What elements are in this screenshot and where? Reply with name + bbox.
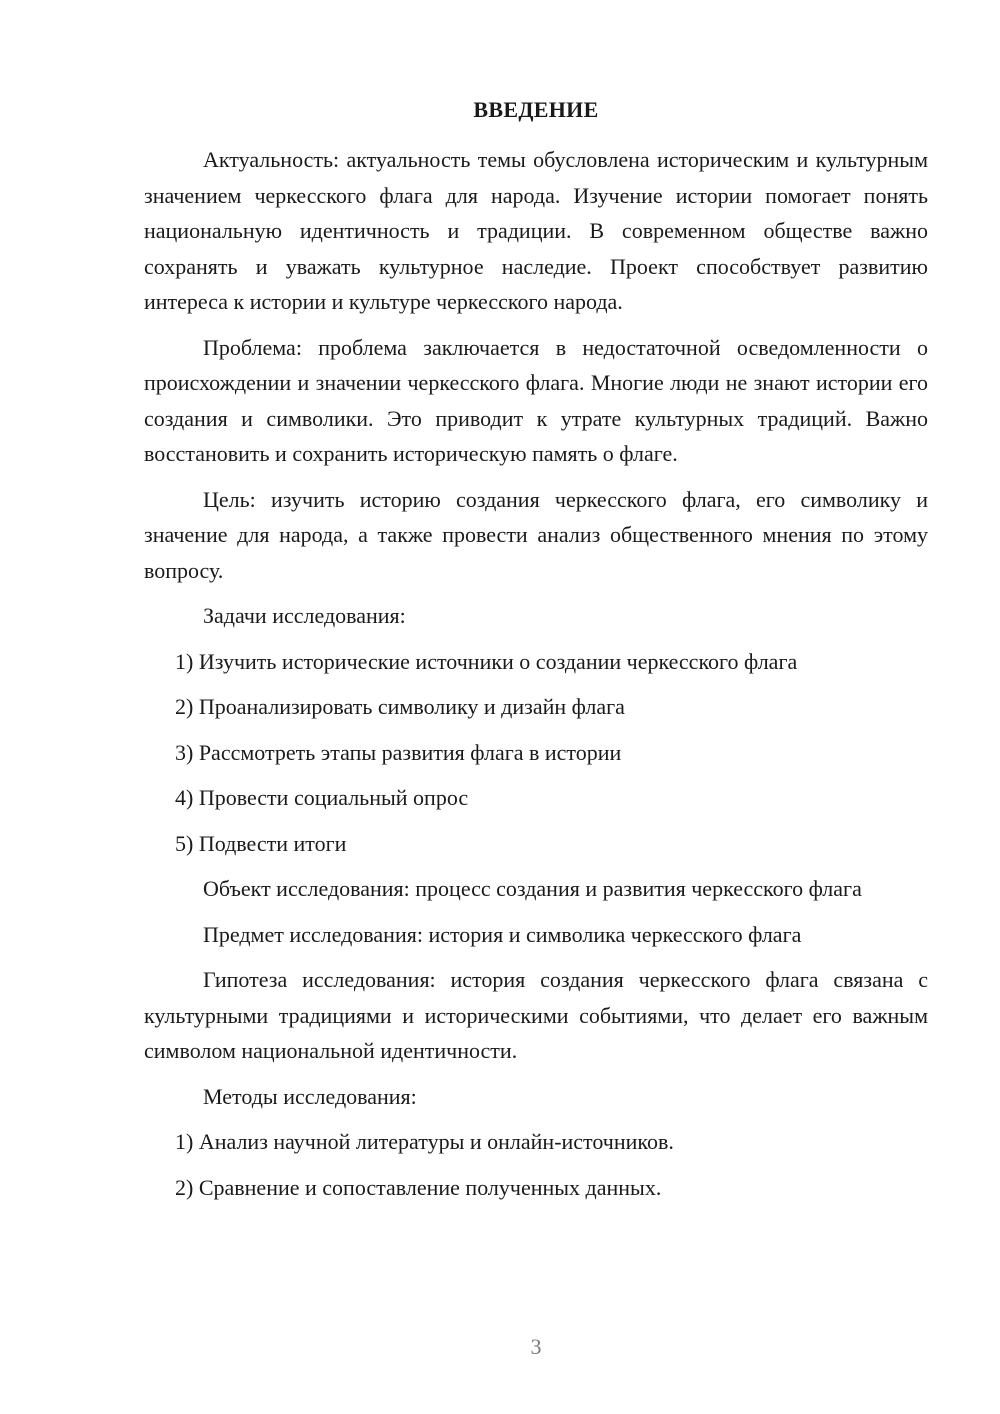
list-item-task-3: 3) Рассмотреть этапы развития флага в истории [175,739,622,765]
page-title: ВВЕДЕНИЕ [473,97,599,122]
tasks-heading: Задачи исследования: [203,603,406,628]
methods-list [144,1124,928,1205]
paragraph-subject: Предмет исследования: история и символика черкесского флага [203,921,802,947]
methods-heading: Методы исследования: [203,1083,417,1109]
list-item-task-4: 4) Провести социальный опрос [175,785,469,810]
list-item-task-5: 5) Подвести итоги [175,830,347,856]
paragraph-object: Объект исследования: процесс создания и развития черкесского флага [203,876,862,901]
list-item-task-1: 1) Изучить исторические источники о создании черкесского флага [175,648,798,674]
list-item-method-1: 1) Анализ научной литературы и онлайн-источников. [175,1129,674,1154]
list-item-task-2: 2) Проанализировать символику и дизайн флага [175,694,625,719]
page-number: 3 [530,1334,542,1359]
paragraph-relevance: Актуальность: актуальность темы обусловлена историческим и культурным значением черкесского флага для народа. Изучение истории помогает понять национальную идентичность и традиции. В современном обществе важно сохранять и уважать культурное наследие. Проект способствует развитию интереса к истории и культуре черкесского народа. [144,147,928,314]
list-item-method-2: 2) Сравнение и сопоставление полученных данных. [175,1174,662,1200]
paragraph-problem: Проблема: проблема заключается в недостаточной осведомленности о происхождении и значении черкесского флага. Многие люди не знают истории его создания и символики. Это приводит к утрате культурных традиций. Важно восстановить и сохранить историческую память о флаге. [144,334,928,466]
paragraph-goal: Цель: изучить историю создания черкесского флага, его символику и значение для народа, а также провести анализ общественного мнения по этому вопросу. [144,486,928,583]
paragraph-hypothesis: Гипотеза исследования: история создания черкесского флага связана с культурными традициями и историческими событиями, что делает его важным символом национальной идентичности. [144,967,928,1063]
tasks-list [144,644,928,862]
document-body [144,142,928,1215]
